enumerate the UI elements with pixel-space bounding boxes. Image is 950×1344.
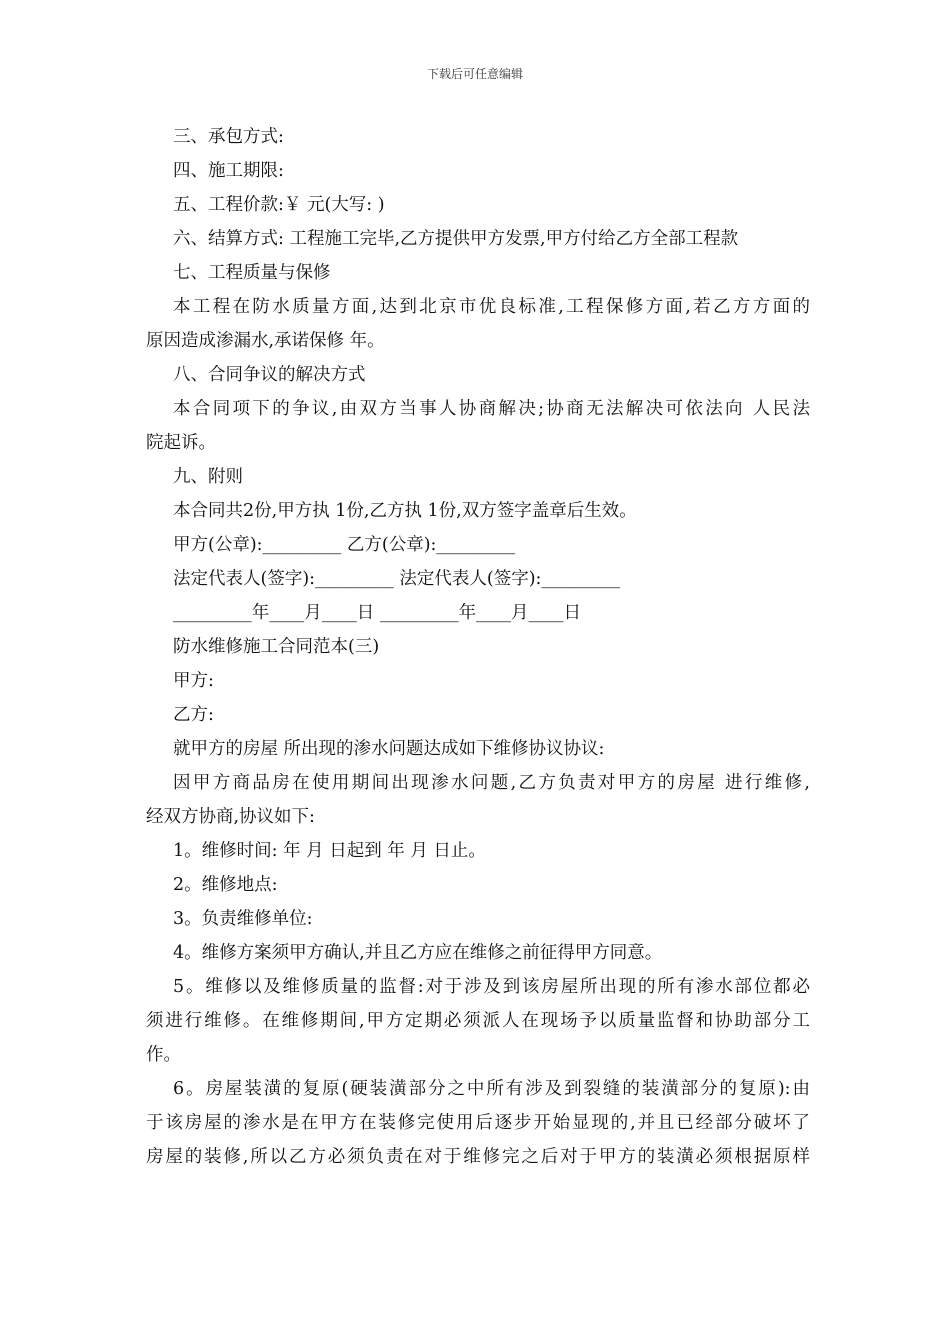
section-project-price: 五、工程价款:￥ 元(大写: ) bbox=[173, 195, 385, 215]
paragraph-line: 于该房屋的渗水是在甲方在装修完使用后逐步开始显现的,并且已经部分破坏了 bbox=[146, 1113, 810, 1133]
signature-representative-line: 法定代表人(签字):_________ 法定代表人(签字):_________ bbox=[173, 569, 621, 589]
paragraph-line: 原因造成渗漏水,承诺保修 年。 bbox=[146, 331, 385, 351]
signature-date-line: _________年____月____日 _________年____月____日 bbox=[173, 603, 582, 623]
paragraph-line: 就甲方的房屋 所出现的渗水问题达成如下维修协议协议: bbox=[173, 739, 605, 759]
section-settlement-method: 六、结算方式: 工程施工完毕,乙方提供甲方发票,甲方付给乙方全部工程款 bbox=[173, 229, 739, 249]
paragraph-line: 经双方协商,协议如下: bbox=[146, 807, 315, 827]
paragraph-line: 本合同项下的争议,由双方当事人协商解决;协商无法解决可依法向 人民法 bbox=[173, 399, 810, 419]
contract-title: 防水维修施工合同范本(三) bbox=[173, 637, 380, 657]
paragraph-line: 本合同共2份,甲方执 1份,乙方执 1份,双方签字盖章后生效。 bbox=[173, 501, 637, 521]
party-a-line: 甲方: bbox=[173, 671, 214, 691]
party-b-line: 乙方: bbox=[173, 705, 214, 725]
clause-maintenance-time: 1。维修时间: 年 月 日起到 年 月 日止。 bbox=[173, 841, 486, 861]
document-body bbox=[146, 120, 810, 1174]
clause-decoration-restoration: 6。房屋装潢的复原(硬装潢部分之中所有涉及到裂缝的装潢部分的复原):由 bbox=[173, 1079, 810, 1099]
paragraph-line: 因甲方商品房在使用期间出现渗水问题,乙方负责对甲方的房屋 进行维修, bbox=[173, 773, 810, 793]
signature-seal-line: 甲方(公章):_________ 乙方(公章):_________ bbox=[173, 535, 516, 555]
paragraph-line: 作。 bbox=[146, 1045, 181, 1065]
clause-maintenance-plan: 4。维修方案须甲方确认,并且乙方应在维修之前征得甲方同意。 bbox=[173, 943, 663, 963]
clause-maintenance-location: 2。维修地点: bbox=[173, 875, 278, 895]
section-contract-method: 三、承包方式: bbox=[173, 127, 284, 147]
page-header: 下载后可任意编辑 bbox=[426, 67, 523, 81]
clause-quality-supervision: 5。维修以及维修质量的监督:对于涉及到该房屋所出现的所有渗水部位都必 bbox=[173, 977, 810, 997]
paragraph-line: 本工程在防水质量方面,达到北京市优良标准,工程保修方面,若乙方方面的 bbox=[173, 297, 810, 317]
clause-maintenance-unit: 3。负责维修单位: bbox=[173, 909, 313, 929]
paragraph-line: 须进行维修。在维修期间,甲方定期必须派人在现场予以质量监督和协助部分工 bbox=[146, 1011, 810, 1031]
paragraph-line: 院起诉。 bbox=[146, 433, 216, 453]
section-construction-period: 四、施工期限: bbox=[173, 161, 284, 181]
section-dispute-resolution: 八、合同争议的解决方式 bbox=[173, 365, 366, 385]
section-quality-warranty: 七、工程质量与保修 bbox=[173, 263, 331, 283]
paragraph-line: 房屋的装修,所以乙方必须负责在对于维修完之后对于甲方的装潢必须根据原样 bbox=[146, 1147, 810, 1167]
section-supplementary: 九、附则 bbox=[173, 467, 243, 487]
